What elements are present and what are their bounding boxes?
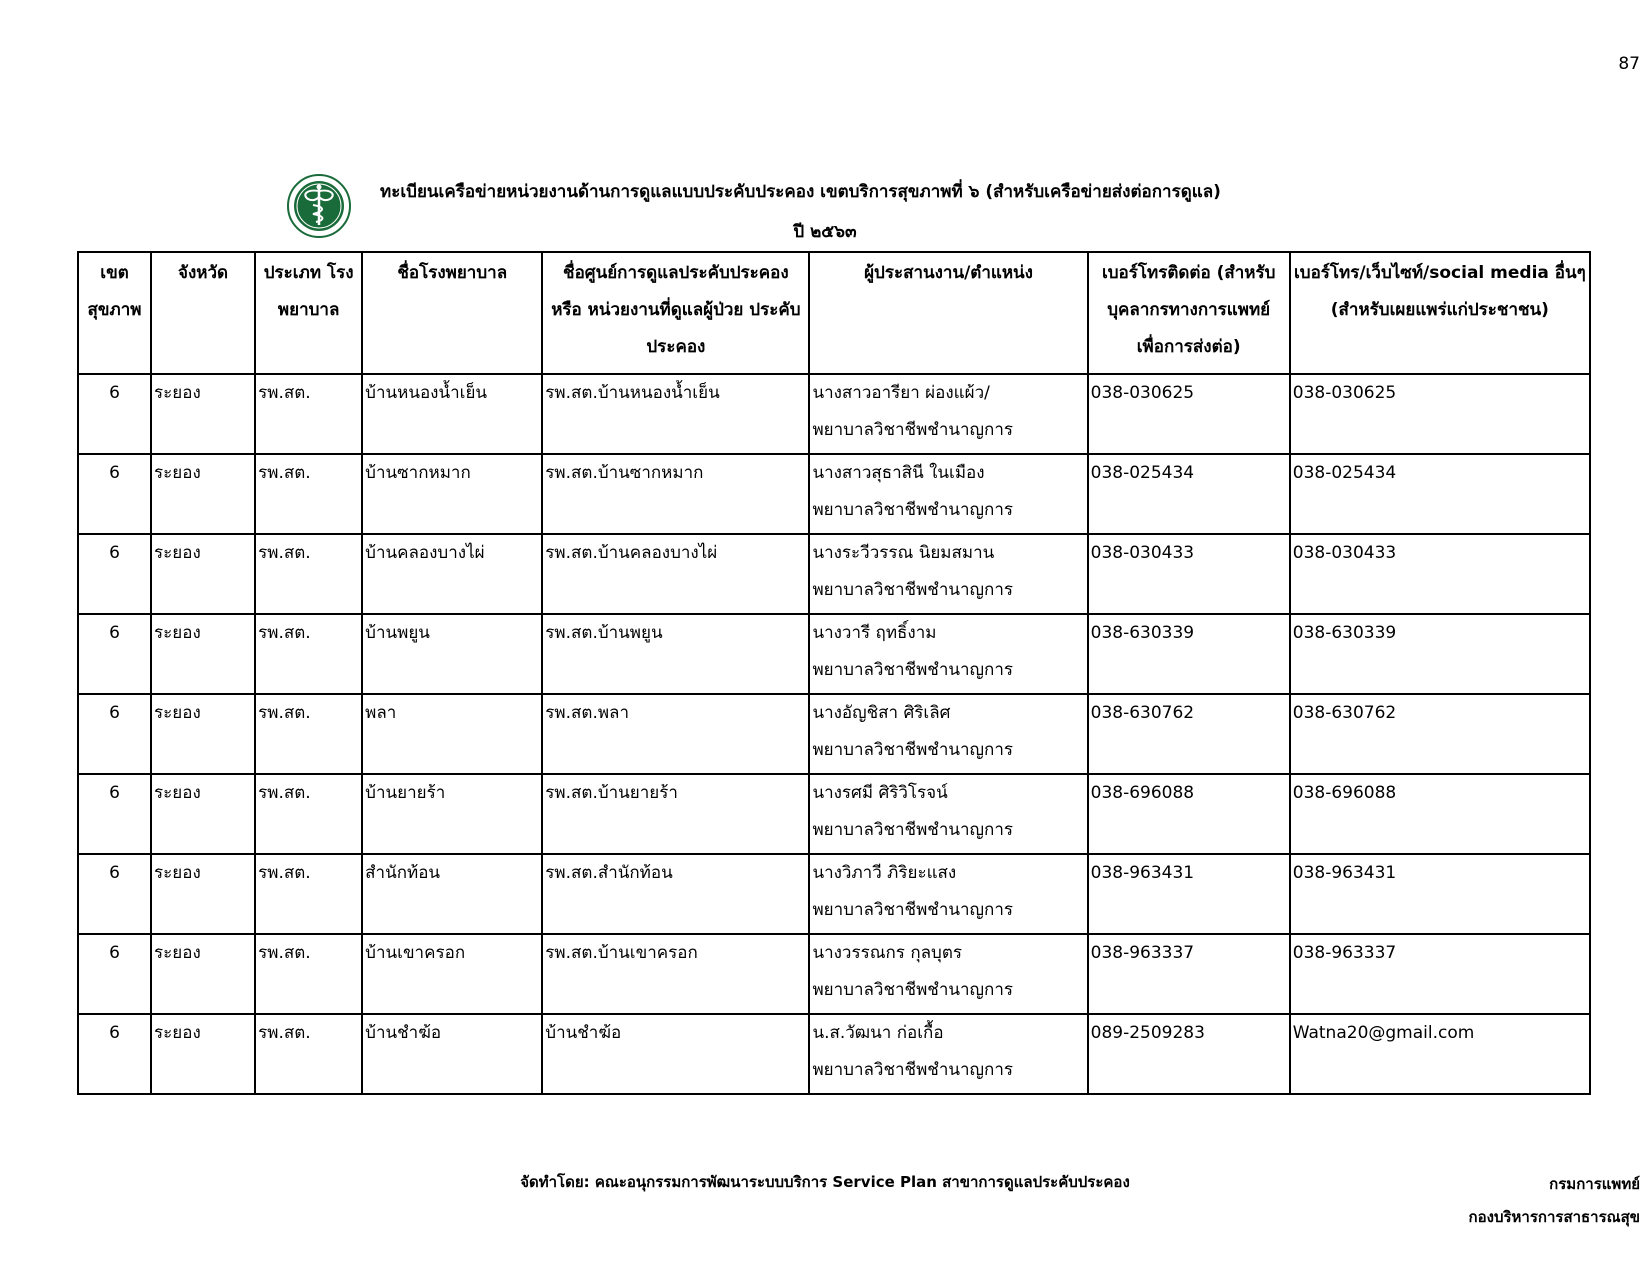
cell-public-contact: 038-963431 — [1290, 854, 1590, 934]
cell-public-contact: 038-630762 — [1290, 694, 1590, 774]
cell-referral-phone: 038-630339 — [1088, 614, 1290, 694]
coordinator-position: พยาบาลวิชาชีพชำนาญการ — [812, 1060, 1013, 1080]
coordinator-position: พยาบาลวิชาชีพชำนาญการ — [812, 900, 1013, 920]
cell-referral-phone: 038-025434 — [1088, 454, 1290, 534]
coordinator-position: พยาบาลวิชาชีพชำนาญการ — [812, 500, 1013, 520]
cell-hospital-type: รพ.สต. — [255, 534, 362, 614]
cell-hospital-type: รพ.สต. — [255, 1014, 362, 1094]
cell-hospital-type: รพ.สต. — [255, 374, 362, 454]
cell-referral-phone: 038-030433 — [1088, 534, 1290, 614]
cell-hospital-name: บ้านซากหมาก — [362, 454, 542, 534]
cell-zone: 6 — [78, 534, 151, 614]
coordinator-name: นางวารี ฤทธิ์งาม — [812, 623, 937, 643]
cell-public-contact: Watna20@gmail.com — [1290, 1014, 1590, 1094]
cell-zone: 6 — [78, 934, 151, 1014]
coordinator-position: พยาบาลวิชาชีพชำนาญการ — [812, 980, 1013, 1000]
cell-coordinator — [809, 934, 1087, 1014]
column-header: ประเภท โรงพยาบาล — [255, 252, 362, 374]
page-number: 87 — [1618, 54, 1640, 74]
cell-coordinator — [809, 614, 1087, 694]
coordinator-position: พยาบาลวิชาชีพชำนาญการ — [812, 820, 1013, 840]
cell-care-center: รพ.สต.สำนักท้อน — [542, 854, 809, 934]
cell-province: ระยอง — [151, 454, 255, 534]
cell-province: ระยอง — [151, 774, 255, 854]
cell-zone: 6 — [78, 694, 151, 774]
column-header: ผู้ประสานงาน/ตำแหน่ง — [809, 252, 1087, 374]
document-subtitle: ปี ๒๕๖๓ — [793, 222, 857, 242]
cell-province: ระยอง — [151, 374, 255, 454]
cell-hospital-type: รพ.สต. — [255, 694, 362, 774]
cell-public-contact: 038-963337 — [1290, 934, 1590, 1014]
cell-zone: 6 — [78, 774, 151, 854]
cell-province: ระยอง — [151, 1014, 255, 1094]
cell-coordinator — [809, 534, 1087, 614]
cell-coordinator — [809, 454, 1087, 534]
cell-zone: 6 — [78, 454, 151, 534]
table-row — [78, 374, 1590, 454]
cell-hospital-name: บ้านเขาครอก — [362, 934, 542, 1014]
coordinator-name: นางอัญชิสา ศิริเลิศ — [812, 703, 951, 723]
footer-division: กองบริหารการสาธารณสุข — [1468, 1208, 1640, 1226]
footer-department: กรมการแพทย์ — [1549, 1175, 1640, 1193]
cell-referral-phone: 038-696088 — [1088, 774, 1290, 854]
cell-care-center: รพ.สต.บ้านคลองบางไผ่ — [542, 534, 809, 614]
cell-coordinator — [809, 854, 1087, 934]
coordinator-name: นางสาวอารียา ผ่องแผ้ว/ — [812, 383, 990, 403]
column-header: เบอร์โทร/เว็บไซท์/social media อื่นๆ (สำหรับเผยแพร่แก่ประชาชน) — [1290, 252, 1590, 374]
table-row — [78, 1014, 1590, 1094]
cell-hospital-type: รพ.สต. — [255, 614, 362, 694]
cell-province: ระยอง — [151, 934, 255, 1014]
cell-hospital-type: รพ.สต. — [255, 774, 362, 854]
table-row — [78, 694, 1590, 774]
cell-care-center: รพ.สต.บ้านยายร้า — [542, 774, 809, 854]
cell-care-center: รพ.สต.บ้านเขาครอก — [542, 934, 809, 1014]
cell-referral-phone: 038-630762 — [1088, 694, 1290, 774]
registry-table — [77, 251, 1591, 1095]
cell-hospital-type: รพ.สต. — [255, 454, 362, 534]
column-header: เบอร์โทรติดต่อ (สำหรับ บุคลากรทางการแพทย์ เพื่อการส่งต่อ) — [1088, 252, 1290, 374]
cell-care-center: รพ.สต.บ้านซากหมาก — [542, 454, 809, 534]
document-title: ทะเบียนเครือข่ายหน่วยงานด้านการดูแลแบบประคับประคอง เขตบริการสุขภาพที่ ๖ (สำหรับเครือข่ายส่งต่อการดูแล) — [380, 182, 1221, 202]
table-row — [78, 614, 1590, 694]
coordinator-position: พยาบาลวิชาชีพชำนาญการ — [812, 740, 1013, 760]
coordinator-name: นางวรรณกร กุลบุตร — [812, 943, 962, 963]
cell-province: ระยอง — [151, 854, 255, 934]
coordinator-name: นางระวีวรรณ นิยมสมาน — [812, 543, 995, 563]
table-row — [78, 774, 1590, 854]
cell-public-contact: 038-030625 — [1290, 374, 1590, 454]
column-header: ชื่อโรงพยาบาล — [362, 252, 542, 374]
cell-care-center: รพ.สต.พลา — [542, 694, 809, 774]
coordinator-position: พยาบาลวิชาชีพชำนาญการ — [812, 660, 1013, 680]
footer-prepared-by: จัดทำโดย: คณะอนุกรรมการพัฒนาระบบบริการ Service Plan สาขาการดูแลประคับประคอง — [520, 1173, 1130, 1191]
cell-coordinator — [809, 774, 1087, 854]
cell-province: ระยอง — [151, 694, 255, 774]
cell-province: ระยอง — [151, 614, 255, 694]
cell-referral-phone: 038-963431 — [1088, 854, 1290, 934]
cell-coordinator — [809, 374, 1087, 454]
cell-hospital-name: บ้านคลองบางไผ่ — [362, 534, 542, 614]
cell-hospital-name: สำนักท้อน — [362, 854, 542, 934]
cell-zone: 6 — [78, 374, 151, 454]
coordinator-name: นางวิภาวี ภิริยะแสง — [812, 863, 957, 883]
coordinator-name: นางรศมี ศิริวิโรจน์ — [812, 783, 948, 803]
coordinator-name: นางสาวสุธาสินี ในเมือง — [812, 463, 985, 483]
cell-care-center: บ้านชำฆ้อ — [542, 1014, 809, 1094]
cell-care-center: รพ.สต.บ้านหนองน้ำเย็น — [542, 374, 809, 454]
cell-care-center: รพ.สต.บ้านพยูน — [542, 614, 809, 694]
coordinator-name: น.ส.วัฒนา ก่อเกื้อ — [812, 1023, 944, 1043]
cell-zone: 6 — [78, 854, 151, 934]
table-row — [78, 454, 1590, 534]
table-row — [78, 534, 1590, 614]
cell-public-contact: 038-030433 — [1290, 534, 1590, 614]
cell-referral-phone: 089-2509283 — [1088, 1014, 1290, 1094]
cell-zone: 6 — [78, 1014, 151, 1094]
cell-zone: 6 — [78, 614, 151, 694]
cell-province: ระยอง — [151, 534, 255, 614]
cell-hospital-name: พลา — [362, 694, 542, 774]
column-header: ชื่อศูนย์การดูแลประคับประคอง หรือ หน่วยงานที่ดูแลผู้ป่วย ประคับประคอง — [542, 252, 809, 374]
column-header: จังหวัด — [151, 252, 255, 374]
coordinator-position: พยาบาลวิชาชีพชำนาญการ — [812, 580, 1013, 600]
cell-hospital-name: บ้านยายร้า — [362, 774, 542, 854]
cell-hospital-name: บ้านพยูน — [362, 614, 542, 694]
cell-hospital-type: รพ.สต. — [255, 854, 362, 934]
cell-coordinator — [809, 1014, 1087, 1094]
cell-public-contact: 038-025434 — [1290, 454, 1590, 534]
table-row — [78, 854, 1590, 934]
column-header: เขต สุขภาพ — [78, 252, 151, 374]
table-header-row — [78, 252, 1590, 374]
cell-referral-phone: 038-030625 — [1088, 374, 1290, 454]
cell-hospital-type: รพ.สต. — [255, 934, 362, 1014]
cell-hospital-name: บ้านหนองน้ำเย็น — [362, 374, 542, 454]
cell-coordinator — [809, 694, 1087, 774]
cell-public-contact: 038-696088 — [1290, 774, 1590, 854]
cell-hospital-name: บ้านชำฆ้อ — [362, 1014, 542, 1094]
table-row — [78, 934, 1590, 1014]
cell-public-contact: 038-630339 — [1290, 614, 1590, 694]
coordinator-position: พยาบาลวิชาชีพชำนาญการ — [812, 420, 1013, 440]
cell-referral-phone: 038-963337 — [1088, 934, 1290, 1014]
